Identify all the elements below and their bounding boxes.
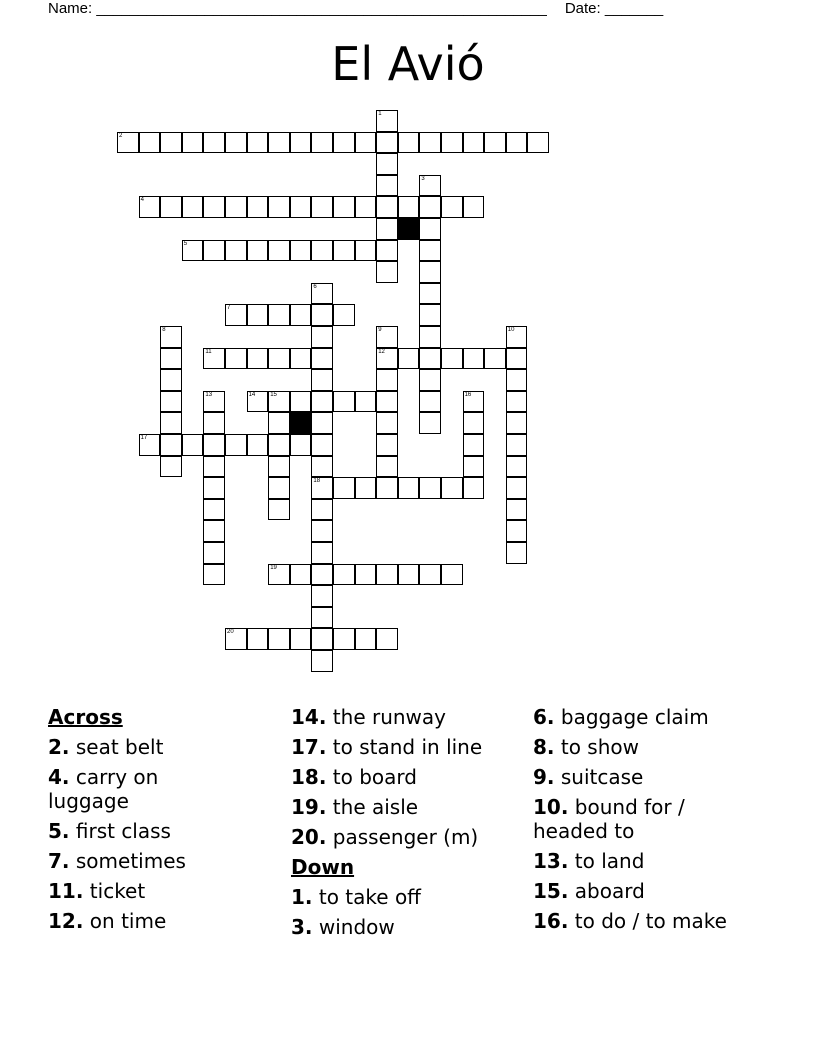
grid-cell[interactable] [398,348,420,370]
grid-cell[interactable] [355,391,377,413]
grid-cell[interactable] [419,391,441,413]
clue-item: 10. bound for / headed to [533,795,685,843]
grid-cell[interactable] [376,391,398,413]
clue-item: 12. on time [48,909,167,933]
grid-cell[interactable] [160,456,182,478]
grid-cell[interactable] [419,283,441,305]
grid-cell[interactable] [506,132,528,154]
clue-item: 9. suitcase [533,765,644,789]
clue-number: 4 [140,197,144,204]
grid-cell[interactable] [139,132,161,154]
grid-cell[interactable] [463,132,485,154]
grid-cell[interactable] [311,607,333,629]
clue-item: 3. window [291,915,395,939]
grid-cell[interactable] [506,326,528,348]
grid-cell[interactable] [376,153,398,175]
grid-cell[interactable] [419,261,441,283]
grid-cell[interactable] [311,456,333,478]
grid-cell[interactable] [311,326,333,348]
grid-cell[interactable] [268,348,290,370]
grid-cell[interactable] [376,218,398,240]
grid-cell[interactable] [398,477,420,499]
clue-number: 14 [248,391,256,398]
grid-cell[interactable] [160,132,182,154]
grid-cell[interactable] [419,218,441,240]
grid-cell[interactable] [225,304,247,326]
grid-cell[interactable] [376,196,398,218]
clue-number: 13 [205,391,213,398]
clue-item: 7. sometimes [48,849,186,873]
grid-cell[interactable] [311,434,333,456]
grid-cell[interactable] [268,240,290,262]
clue-item: 6. baggage claim [533,705,709,729]
grid-cell[interactable] [463,434,485,456]
clue-item: 14. the runway [291,705,446,729]
grid-cell[interactable] [376,456,398,478]
grid-cell[interactable] [160,196,182,218]
grid-cell[interactable] [376,261,398,283]
clue-number: 2 [119,132,123,139]
clue-item: 2. seat belt [48,735,164,759]
grid-cell[interactable] [333,391,355,413]
grid-cell[interactable] [311,477,333,499]
grid-cell[interactable] [203,391,225,413]
grid-cell[interactable] [311,499,333,521]
grid-cell[interactable] [225,434,247,456]
grid-cell[interactable] [311,369,333,391]
grid-cell[interactable] [290,628,312,650]
grid-cell[interactable] [463,477,485,499]
grid-cell[interactable] [376,628,398,650]
grid-cell[interactable] [311,585,333,607]
grid-cell[interactable] [441,564,463,586]
clue-number: 3 [421,175,425,182]
grid-cell[interactable] [441,196,463,218]
grid-cell[interactable] [311,240,333,262]
grid-cell[interactable] [139,196,161,218]
clue-column-1 [48,702,288,936]
clue-number: 6 [313,283,317,290]
grid-cell[interactable] [311,196,333,218]
grid-cell[interactable] [419,196,441,218]
grid-cell[interactable] [463,456,485,478]
clue-column-2 [291,702,531,942]
grid-cell[interactable] [182,240,204,262]
grid-cell[interactable] [333,628,355,650]
grid-cell[interactable] [506,477,528,499]
grid-cell[interactable] [268,434,290,456]
clue-column-3 [533,702,793,936]
grid-cell[interactable] [376,477,398,499]
grid-cell[interactable] [333,304,355,326]
clue-number: 17 [140,435,148,441]
grid-cell[interactable] [311,304,333,326]
grid-cell[interactable] [484,348,506,370]
grid-cell[interactable] [506,542,528,564]
grid-cell[interactable] [268,391,290,413]
grid-cell[interactable] [398,564,420,586]
clue-number: 16 [464,391,472,398]
grid-cell[interactable] [268,304,290,326]
grid-cell[interactable] [441,477,463,499]
grid-cell[interactable] [333,132,355,154]
grid-cell[interactable] [203,240,225,262]
grid-cell[interactable] [311,348,333,370]
grid-cell[interactable] [268,628,290,650]
clue-number: 15 [270,391,277,398]
grid-cell[interactable] [376,369,398,391]
name-field-label: Name: ______________________________________________________ [48,0,547,17]
clue-item: 8. to show [533,735,639,759]
grid-cell[interactable] [506,412,528,434]
grid-cell[interactable] [268,412,290,434]
grid-cell[interactable] [203,434,225,456]
grid-cell[interactable] [506,499,528,521]
grid-cell[interactable] [506,369,528,391]
black-cell [398,218,420,240]
grid-cell[interactable] [247,434,269,456]
clue-item: 17. to stand in line [291,735,483,759]
grid-cell[interactable] [182,132,204,154]
grid-cell[interactable] [441,348,463,370]
grid-cell[interactable] [506,348,528,370]
clue-item: 18. to board [291,765,417,789]
grid-cell[interactable] [376,348,398,370]
grid-cell[interactable] [182,434,204,456]
grid-cell[interactable] [160,348,182,370]
grid-cell[interactable] [247,132,269,154]
grid-cell[interactable] [398,132,420,154]
grid-cell[interactable] [203,520,225,542]
grid-cell[interactable] [247,348,269,370]
grid-cell[interactable] [203,196,225,218]
clue-number: 1 [378,111,382,117]
grid-cell[interactable] [506,520,528,542]
grid-cell[interactable] [203,456,225,478]
grid-cell[interactable] [419,304,441,326]
grid-cell[interactable] [268,499,290,521]
clue-number: 18 [313,478,321,485]
grid-cell[interactable] [182,196,204,218]
grid-cell[interactable] [225,240,247,262]
clue-item: 19. the aisle [291,795,419,819]
clue-item: 16. to do / to make [533,909,727,933]
grid-cell[interactable] [290,391,312,413]
clue-number: 7 [227,305,231,312]
black-cell [290,412,312,434]
down-heading: Down [291,855,355,879]
grid-cell[interactable] [268,477,290,499]
grid-cell[interactable] [355,196,377,218]
clue-item: 5. first class [48,819,171,843]
clue-number: 12 [378,348,385,355]
grid-cell[interactable] [376,132,398,154]
grid-cell[interactable] [160,391,182,413]
clue-number: 9 [378,327,382,333]
grid-cell[interactable] [355,628,377,650]
grid-cell[interactable] [203,542,225,564]
grid-cell[interactable] [527,132,549,154]
grid-cell[interactable] [247,628,269,650]
grid-cell[interactable] [419,240,441,262]
grid-cell[interactable] [419,477,441,499]
grid-cell[interactable] [290,240,312,262]
grid-cell[interactable] [376,326,398,348]
grid-cell[interactable] [333,240,355,262]
grid-cell[interactable] [203,499,225,521]
grid-cell[interactable] [247,196,269,218]
grid-cell[interactable] [160,434,182,456]
grid-cell[interactable] [419,412,441,434]
grid-cell[interactable] [506,434,528,456]
grid-cell[interactable] [376,175,398,197]
grid-cell[interactable] [355,132,377,154]
grid-cell[interactable] [311,628,333,650]
across-heading: Across [48,705,123,729]
grid-cell[interactable] [247,391,269,413]
grid-cell[interactable] [419,175,441,197]
page-title: El Avió [331,37,485,91]
grid-cell[interactable] [463,412,485,434]
grid-cell[interactable] [268,564,290,586]
clue-number: 10 [507,327,515,333]
grid-cell[interactable] [484,132,506,154]
grid-cell[interactable] [247,240,269,262]
grid-cell[interactable] [311,283,333,305]
grid-cell[interactable] [290,434,312,456]
clue-item: 4. carry on luggage [48,765,159,813]
grid-cell[interactable] [506,391,528,413]
grid-cell[interactable] [419,326,441,348]
grid-cell[interactable] [311,132,333,154]
grid-cell[interactable] [506,456,528,478]
grid-cell[interactable] [419,564,441,586]
clue-item: 1. to take off [291,885,421,909]
grid-cell[interactable] [355,477,377,499]
grid-cell[interactable] [117,132,139,154]
grid-cell[interactable] [225,196,247,218]
grid-cell[interactable] [376,564,398,586]
grid-cell[interactable] [225,628,247,650]
grid-cell[interactable] [441,132,463,154]
grid-cell[interactable] [333,196,355,218]
clue-number: 19 [270,564,277,571]
grid-cell[interactable] [419,348,441,370]
grid-cell[interactable] [139,434,161,456]
grid-cell[interactable] [290,304,312,326]
clue-number: 5 [183,240,188,247]
grid-cell[interactable] [355,240,377,262]
grid-cell[interactable] [376,434,398,456]
grid-cell[interactable] [203,412,225,434]
grid-cell[interactable] [290,564,312,586]
grid-cell[interactable] [160,412,182,434]
grid-cell[interactable] [376,412,398,434]
grid-cell[interactable] [355,564,377,586]
grid-cell[interactable] [290,196,312,218]
grid-cell[interactable] [160,326,182,348]
grid-cell[interactable] [333,564,355,586]
clue-number: 11 [205,348,212,355]
grid-cell[interactable] [333,477,355,499]
grid-cell[interactable] [203,477,225,499]
grid-cell[interactable] [225,132,247,154]
grid-cell[interactable] [376,240,398,262]
grid-cell[interactable] [419,369,441,391]
grid-cell[interactable] [160,369,182,391]
grid-cell[interactable] [311,391,333,413]
clue-number: 8 [162,327,166,333]
grid-cell[interactable] [203,564,225,586]
grid-cell[interactable] [311,542,333,564]
grid-cell[interactable] [311,520,333,542]
clue-item: 11. ticket [48,879,146,903]
grid-cell[interactable] [311,650,333,672]
grid-cell[interactable] [268,196,290,218]
grid-cell[interactable] [290,132,312,154]
grid-cell[interactable] [203,348,225,370]
date-field-label: Date: _______ [564,0,664,17]
grid-cell[interactable] [225,348,247,370]
grid-cell[interactable] [398,196,420,218]
grid-cell[interactable] [268,456,290,478]
grid-cell[interactable] [463,391,485,413]
clue-item: 13. to land [533,849,645,873]
grid-cell[interactable] [463,196,485,218]
grid-cell[interactable] [311,564,333,586]
grid-cell[interactable] [247,304,269,326]
clue-item: 20. passenger (m) [291,825,479,849]
clue-item: 15. aboard [533,879,645,903]
grid-cell[interactable] [376,110,398,132]
clue-number: 20 [227,629,234,636]
grid-cell[interactable] [290,348,312,370]
grid-cell[interactable] [311,412,333,434]
grid-cell[interactable] [463,348,485,370]
grid-cell[interactable] [419,132,441,154]
grid-cell[interactable] [203,132,225,154]
grid-cell[interactable] [268,132,290,154]
